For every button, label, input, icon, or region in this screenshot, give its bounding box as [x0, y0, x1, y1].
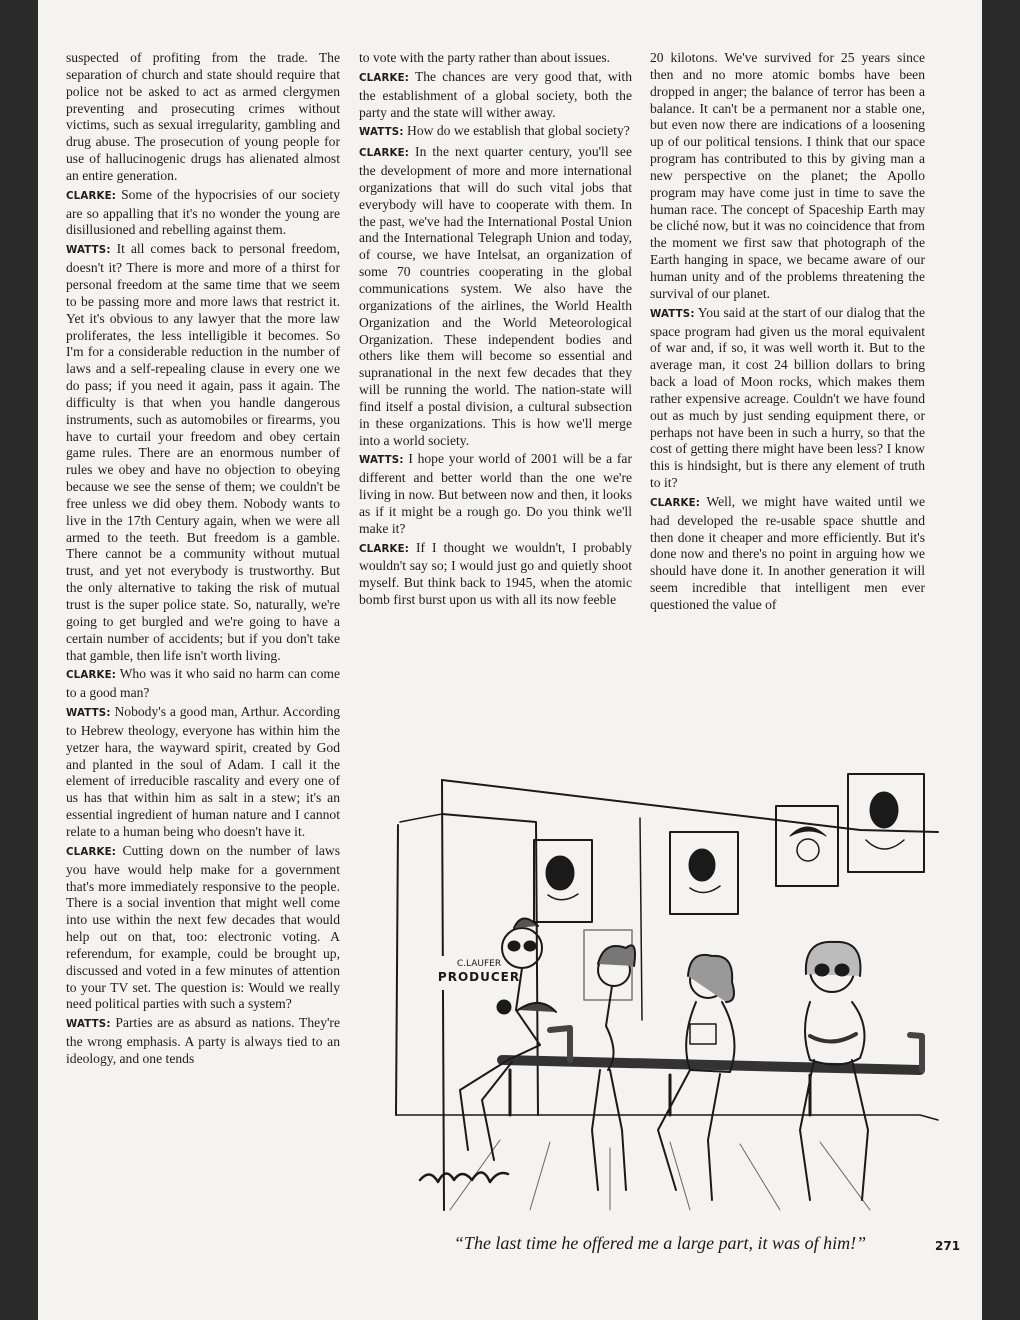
- paragraph-text: You said at the start of our dialog that the space program had given us the moral equivalent of war and, if so, it was well worth it. But to the average man, it cost 24 billion dollars to bring back a load of Moon rocks, which makes them rather expensive acreage. Couldn't we have found out as much by just sending equipment there, or perhaps not have been in such a hurry, so that the cost of getting there might have been less? I know this is hindsight, but is there any element of truth to it?: [650, 304, 925, 491]
- door-name-text: C.LAUFER: [456, 959, 502, 969]
- page-number: 271: [935, 1239, 961, 1253]
- paragraph-text: Parties are as absurd as nations. They're the wrong emphasis. A party is always tied to an ideology, and one tends: [66, 1015, 340, 1066]
- paragraph: [650, 494, 925, 614]
- paragraph-text: Cutting down on the number of laws you have would help make for a government that's more immediately responsive to the people. There is a social invention that might well come into use within the next few decades that would help out on that, too: electronic voting. A referendum, for example, could be brought up, discussed and voted in a few minutes of attention to your TV set. The question is: Would we really need political parties with such a system?: [66, 842, 340, 1012]
- paragraph: [359, 451, 632, 537]
- paragraph-text: I hope your world of 2001 will be a far different and better world than the one we're living in now. But between now and then, it looks as if it might be a rough go. Do you think we'll make it?: [359, 451, 632, 536]
- paragraph: [66, 843, 340, 1013]
- paragraph-text: suspected of profiting from the trade. The separation of church and state should require that police not be asked to act as armed clergymen preventing and prosecuting crimes without victims, such as sexual irregularity, gambling and drug abuse. The prosecution of young people for use of hallucinogenic drugs has alienated almost an entire generation.: [66, 50, 340, 183]
- paragraph-text: to vote with the party rather than about issues.: [359, 50, 611, 65]
- paragraph-text: Nobody's a good man, Arthur. According to Hebrew theology, everyone has within him the yetzer hara, the wayward spirit, created by God and planted in the soul of Adam. I call it the element of irreducible rascality and every one of us has that within him as salt in a stew; it's an essential ingredient of human nature and I cannot relate to a human being who doesn't have it.: [66, 704, 340, 839]
- text-column-1: [66, 50, 340, 1070]
- paragraph-text: Who was it who said no harm can come to a good man?: [66, 666, 340, 701]
- paragraph: [650, 50, 925, 303]
- speaker-label: WATTS:: [66, 708, 111, 720]
- speaker-label: WATTS:: [359, 455, 404, 467]
- paragraph: [359, 50, 632, 67]
- paragraph: [66, 1015, 340, 1068]
- text-column-3: [650, 50, 925, 616]
- paragraph: [359, 69, 632, 122]
- text-column-2: [359, 50, 632, 611]
- paragraph-text: How do we establish that global society?: [407, 123, 630, 139]
- paragraph: [650, 305, 925, 492]
- paragraph-text: Some of the hypocrisies of our society are so appalling that it's no wonder the young are disillusioned and rebelling against them.: [66, 186, 340, 238]
- paragraph-text: The chances are very good that, with the establishment of a global society, both the party and the state will wither away.: [359, 68, 632, 120]
- paragraph-text: 20 kilotons. We've survived for 25 years since then and no more atomic bombs have been dropped in anger; the balance of terror has been a balance. It can't be a permanent nor a stable one, but even now there are indications of a loosening up of our political tensions. I think that our space program has contributed to this by giving man a new perspective on the planet; the Apollo program may have come just in time to save the human race. The concept of Spaceship Earth may be cliché now, but it was no coincidence that from the moment we first saw that photograph of the Earth hanging in space, we became aware of our human unity and of the problems threatening the survival of our planet.: [650, 50, 925, 301]
- paragraph-text: It all comes back to personal freedom, doesn't it? There is more and more of a thirst for personal freedom at the same time that we seem to be passing more and more laws that restrict it. Yet it's obvious to any lawyer that the more law proliferates, the less intelligible it becomes. So I'm for a considerable reduction in the number of laws and a self-repealing clause in every one we do pass; if you need it again, pass it again. The difficulty is that when you handle dangerous instruments, such as automobiles or firearms, you have to curtail your freedom and obey certain game rules. There are an enormous number of rules we obey and have no objection to obeying because we see the sense of them; we couldn't be free unless we did obey them. Nobody wants to live in the 17th Century again, when we were all armed to the teeth. But freedom is a gamble. There cannot be a community without mutual trust, and yet not everybody is trustworthy. But the only alternative to taking the risk of mutual trust is the super police state. So, naturally, we're going to get burgled and we're going to have a certain number of accidents; but if you don't take that gamble, then life isn't worth living.: [66, 241, 340, 663]
- speaker-label: WATTS:: [650, 308, 695, 320]
- paragraph: [359, 144, 632, 449]
- speaker-label: CLARKE:: [66, 670, 117, 682]
- paragraph-text: Well, we might have waited until we had developed the re-usable space shuttle and then done it cheaper and more efficiently. But it's done now and there's no point in arguing how we should have done it. In another generation it will seem incredible that intelligent men ever questioned the value of: [650, 493, 926, 612]
- speaker-label: CLARKE:: [66, 190, 117, 202]
- paragraph: [66, 666, 340, 702]
- door-title-text: PRODUCER: [437, 970, 521, 984]
- paragraph: [66, 704, 340, 841]
- paragraph: [66, 241, 340, 664]
- speaker-label: WATTS:: [66, 1019, 111, 1031]
- cartoon-caption: “The last time he offered me a large part, it was of him!”: [453, 1233, 867, 1253]
- paragraph-text: In the next quarter century, you'll see the development of more and more international organizations that will do such vital jobs that everybody will have to cooperate with them. In the past, we've had the International Postal Union and the International Telegraph Union and today, of course, we have Intelsat, an organization of some 70 countries cooperating in the global communications system. We also have the organizations of the airlines, the World Health Organization and the World Meteorological Organization. These independent bodies and others like them will become so essential and supranational in the next few decades that they will be running the world. The nation-state will find itself a postal division, a cultural subsection in these organizations. This is how we'll merge into a world society.: [359, 144, 632, 448]
- paragraph: [359, 123, 632, 142]
- paragraph-text: If I thought we wouldn't, I probably wouldn't say so; I would just go and quietly shoot myself. But think back to 1945, when the atomic bomb first burst upon us with all its now feeble: [359, 539, 632, 608]
- speaker-label: WATTS:: [359, 127, 404, 139]
- paragraph: [66, 187, 340, 240]
- speaker-label: WATTS:: [66, 245, 111, 257]
- cartoon-illustration: [390, 770, 944, 1220]
- speaker-label: CLARKE:: [66, 846, 117, 858]
- speaker-label: CLARKE:: [650, 497, 701, 509]
- speaker-label: CLARKE:: [359, 148, 410, 160]
- magazine-page: [38, 0, 982, 1320]
- paragraph: [66, 50, 340, 185]
- speaker-label: CLARKE:: [359, 72, 410, 84]
- speaker-label: CLARKE:: [359, 543, 410, 555]
- paragraph: [359, 540, 632, 609]
